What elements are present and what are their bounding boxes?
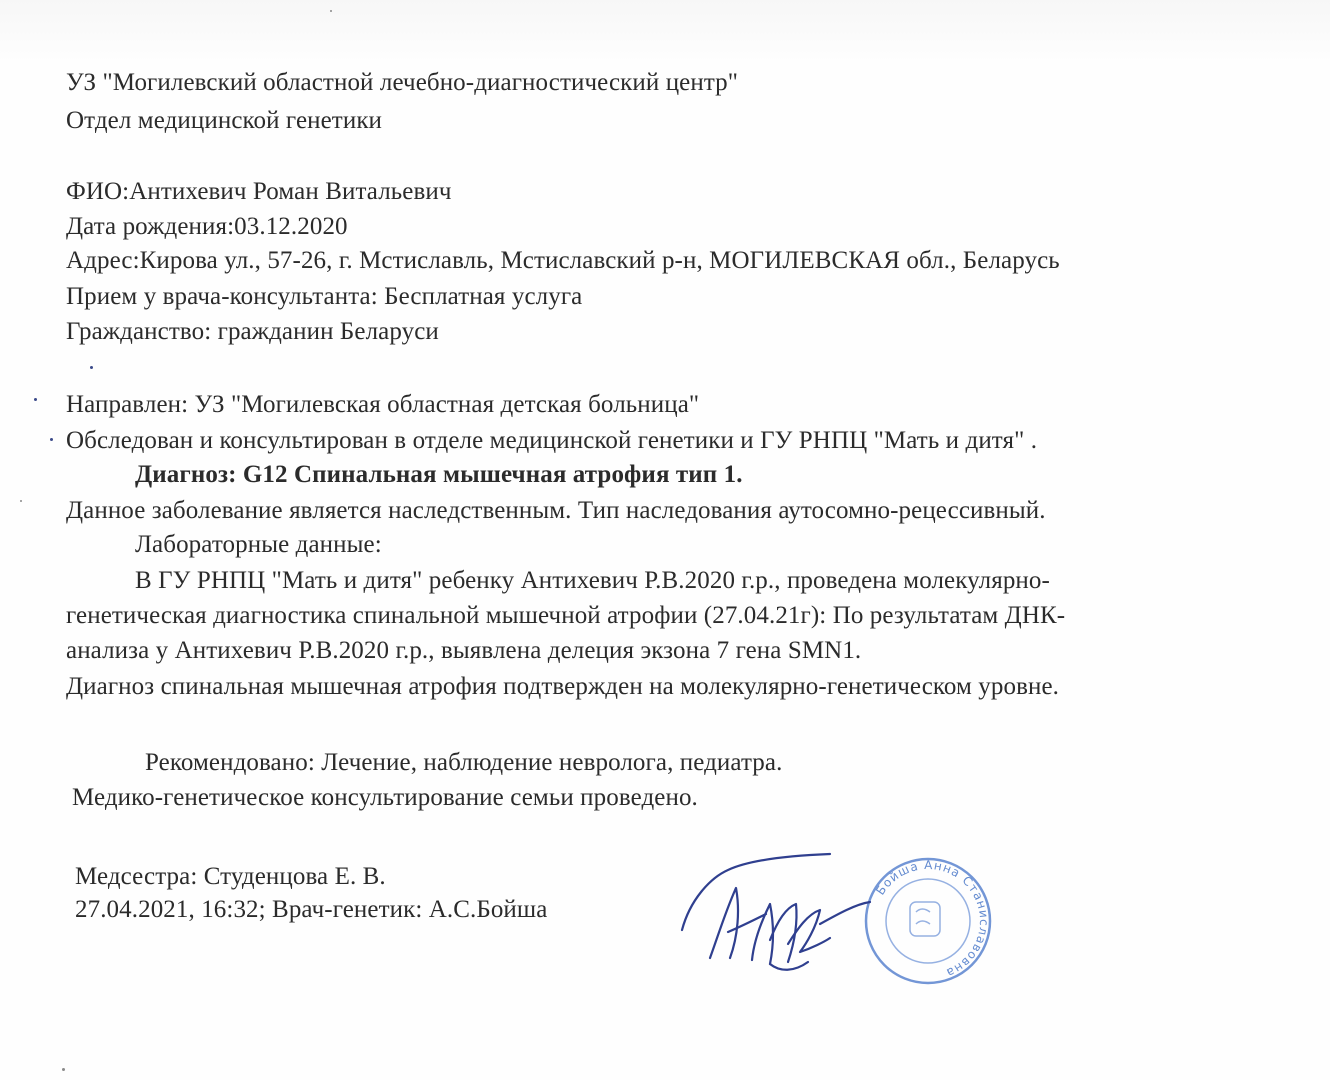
nurse-line: Медсестра: Студенцова Е. В. [75, 863, 386, 890]
citizenship: Гражданство: гражданин Беларуси [66, 318, 439, 345]
lab-text-1: В ГУ РНПЦ "Мать и дитя" ребенку Антихевич Р.В.2020 г.р., проведена молекулярно- [135, 567, 1050, 594]
patient-name: ФИО:Антихевич Роман Витальевич [66, 178, 452, 205]
signature-and-stamp [670, 840, 1030, 1010]
scan-speck [50, 438, 53, 441]
lab-heading: Лабораторные данные: [135, 531, 382, 558]
institution-name: УЗ "Могилевский областной лечебно-диагностический центр" [66, 69, 739, 96]
scan-speck [62, 1068, 65, 1071]
department-name: Отдел медицинской генетики [66, 107, 383, 134]
referral-line: Направлен: УЗ "Могилевская областная детская больница" [66, 391, 700, 418]
lab-text-3: анализа у Антихевич Р.В.2020 г.р., выявлена делеция экзона 7 гена SMN1. [66, 637, 862, 664]
counseling-line: Медико-генетическое консультирование семьи проведено. [72, 784, 698, 811]
examination-line: Обследован и консультирован в отделе медицинской генетики и ГУ РНПЦ "Мать и дитя" . [66, 427, 1038, 454]
scan-speck [34, 398, 37, 401]
doctor-stamp [866, 858, 991, 983]
patient-birth-date: Дата рождения:03.12.2020 [66, 213, 348, 240]
inheritance-text: Данное заболевание является наследственным. Тип наследования аутосомно-рецессивный. [66, 497, 1046, 524]
diagnosis-confirmation: Диагноз спинальная мышечная атрофия подтвержден на молекулярно-генетическом уровне. [66, 673, 1060, 700]
scan-speck [330, 10, 332, 12]
scan-speck [20, 500, 22, 502]
patient-address: Адрес:Кирова ул., 57-26, г. Мстиславль, Мстиславский р-н, МОГИЛЕВСКАЯ обл., Беларусь [66, 247, 1060, 274]
doctor-line: 27.04.2021, 16:32; Врач-генетик: А.С.Бойша [75, 896, 548, 923]
recommendation-line: Рекомендовано: Лечение, наблюдение невролога, педиатра. [145, 749, 783, 776]
appointment-type: Прием у врача-консультанта: Бесплатная услуга [66, 283, 583, 310]
stamp-text: Бойша Анна Станиславовна [873, 857, 992, 981]
lab-text-2: генетическая диагностика спинальной мышечной атрофии (27.04.21г): По результатам ДНК- [66, 602, 1066, 629]
scan-speck [90, 366, 93, 369]
doctor-signature [682, 854, 870, 970]
diagnosis-title: Диагноз: G12 Спинальная мышечная атрофия тип 1. [135, 461, 743, 488]
